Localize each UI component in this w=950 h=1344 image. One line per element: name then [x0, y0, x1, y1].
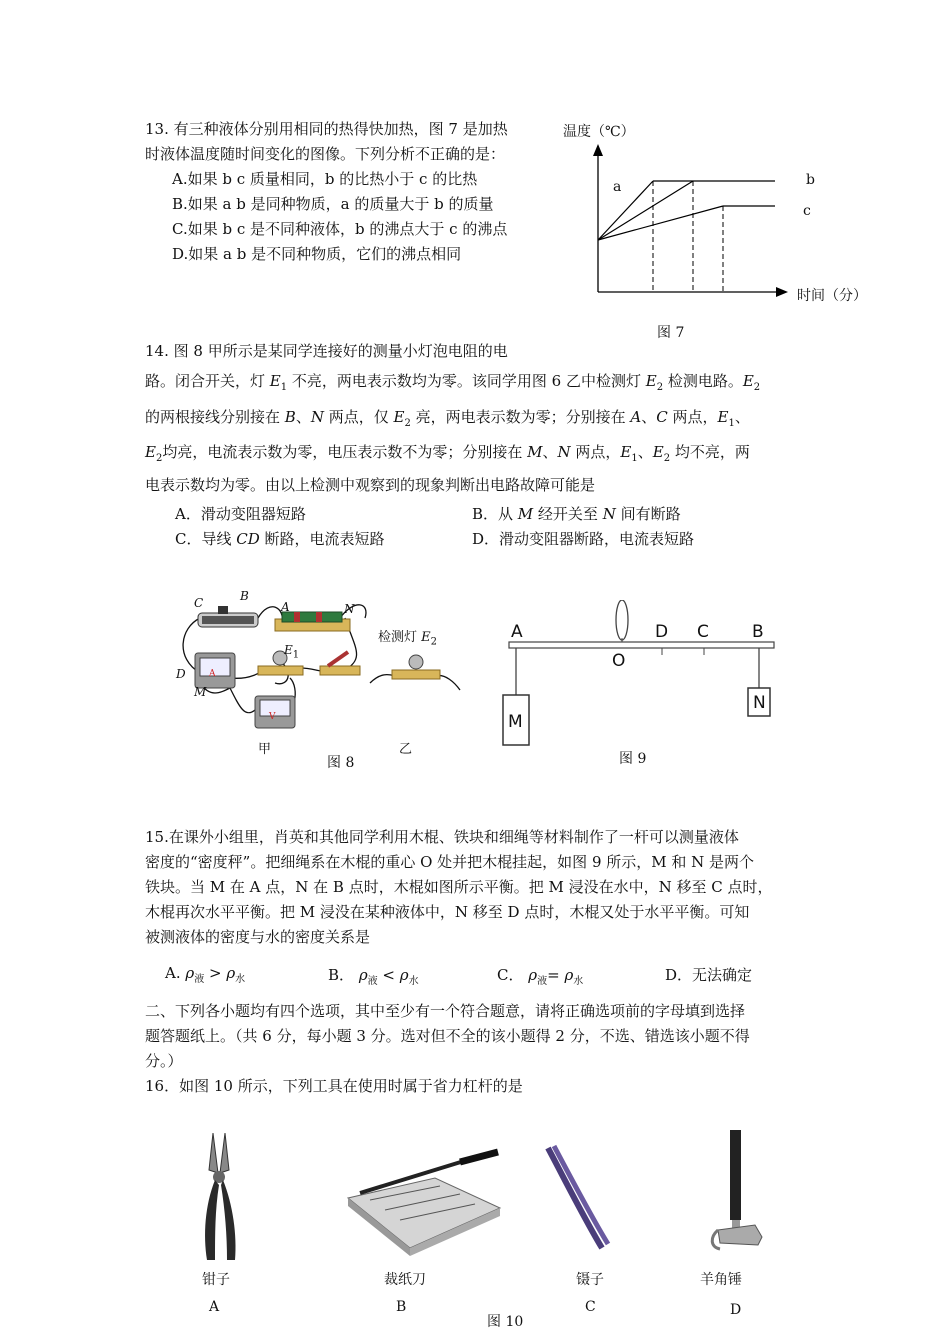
q15-line1: 15.在课外小组里，肖英和其他同学利用木棍、铁块和细绳等材料制作了一杆可以测量液体 [145, 828, 739, 846]
section2-line3: 分。） [145, 1052, 183, 1070]
q14-option-a: A．滑动变阻器短路 [175, 505, 306, 523]
q15-option-a: A. $\rho_液 > \rho_水$ [165, 964, 246, 985]
fig7-graph [560, 140, 800, 310]
fig9-block-m: M [508, 712, 523, 732]
q15-line3: 铁块。当 M 在 A 点，N 在 B 点时，木棍如图所示平衡。把 M 浸没在水中，N 移至 C 点时， [145, 878, 773, 896]
q13-option-c: C.如果 b c 是不同种液体，b 的沸点大于 c 的沸点 [172, 220, 508, 238]
q14-line1: 14. 图 8 甲所示是某同学连接好的测量小灯泡电阻的电 [145, 342, 508, 360]
fig8-label-n: N [344, 602, 355, 616]
fig9-label-c: C [697, 622, 709, 642]
tool-letter-b: B [396, 1299, 407, 1315]
pliers-image [185, 1125, 255, 1265]
fig8-label-a: A [281, 600, 290, 614]
fig10-caption: 图 10 [487, 1314, 524, 1330]
q14-option-b: B．从 M 经开关至 N 间有断路 [472, 505, 681, 523]
q15-line5: 被测液体的密度与水的密度关系是 [145, 928, 371, 946]
tool-letter-d: D [730, 1302, 742, 1318]
q15-option-b: B． $\rho_液 < \rho_水$ [328, 966, 419, 987]
claw-hammer-image [700, 1125, 775, 1260]
fig8-jia: 甲 [258, 742, 272, 757]
fig8-label-c: C [194, 596, 204, 610]
fig8-detector-label: 检测灯 $E_2$ [378, 630, 438, 648]
fig8-label-m: M [194, 685, 207, 699]
fig9-label-o: O [612, 651, 626, 671]
fig9-label-d: D [655, 622, 669, 642]
q14-line5: 电表示数均为零。由以上检测中观察到的现象判断出电路故障可能是 [145, 476, 596, 494]
fig7-label-b: b [806, 172, 815, 188]
fig7-label-c: c [803, 203, 811, 219]
fig9-caption: 图 9 [619, 751, 647, 767]
q14-line3: 的两根接线分别接在 B、N 两点，仅 $E_2$ 亮，两电表示数为零；分别接在 A、C 两点，$E_1$、 [145, 408, 750, 429]
fig9-block-n: N [753, 693, 766, 713]
paper-cutter-image [340, 1138, 505, 1260]
fig8-yi: 乙 [399, 742, 413, 757]
tool-name-c: 镊子 [576, 1272, 604, 1288]
q13-line1: 13. 有三种液体分别用相同的热得快加热，图 7 是加热 [145, 120, 508, 138]
section2-line1: 二、下列各小题均有四个选项，其中至少有一个符合题意，请将正确选项前的字母填到选择 [145, 1002, 746, 1020]
fig8-caption: 图 8 [327, 755, 355, 771]
tool-letter-c: C [585, 1299, 596, 1315]
fig7-y-label: 温度（℃） [563, 124, 635, 140]
tool-name-b: 裁纸刀 [384, 1272, 426, 1288]
q16-line1: 16．如图 10 所示，下列工具在使用时属于省力杠杆的是 [145, 1077, 523, 1095]
q14-line4: $E_2$均亮，电流表示数为零，电压表示数不为零；分别接在 M、N 两点，$E_1$、$E_2$ 均不亮，两 [145, 443, 750, 464]
fig9-label-b: B [752, 622, 764, 642]
tool-name-d: 羊角锤 [700, 1272, 742, 1288]
q15-option-c: C． $\rho_液= \rho_水$ [497, 966, 584, 987]
fig8-voltmeter-label: V [269, 712, 276, 722]
q13-option-b: B.如果 a b 是同种物质，a 的质量大于 b 的质量 [172, 195, 494, 213]
fig8-label-e1: $E_1$ [284, 643, 300, 661]
fig8-label-b: B [240, 589, 249, 603]
q15-option-d: D．无法确定 [665, 966, 753, 984]
q13-option-a: A.如果 b c 质量相同，b 的比热小于 c 的比热 [172, 170, 478, 188]
section2-line2: 题答题纸上。（共 6 分，每小题 3 分。选对但不全的该小题得 2 分，不选、错选该小题不得 [145, 1027, 750, 1045]
fig8-label-d: D [176, 667, 186, 681]
fig9-lever [495, 600, 785, 750]
tool-letter-a: A [209, 1299, 220, 1315]
q13-option-d: D.如果 a b 是不同种物质，它们的沸点相同 [172, 245, 462, 263]
fig8-circuit [170, 588, 470, 748]
tool-name-a: 钳子 [202, 1272, 230, 1288]
q14-option-c: C．导线 CD 断路，电流表短路 [175, 530, 385, 548]
q14-option-d: D．滑动变阻器断路，电流表短路 [472, 530, 695, 548]
fig7-caption: 图 7 [657, 325, 685, 341]
q13-line2: 时液体温度随时间变化的图像。下列分析不正确的是： [145, 145, 506, 163]
fig7-x-label: 时间（分） [797, 288, 867, 304]
fig8-ammeter-label: A [209, 669, 216, 679]
tweezers-image [540, 1140, 615, 1255]
fig7-label-a: a [613, 179, 622, 195]
q14-line2: 路。闭合开关，灯 $E_1$ 不亮，两电表示数均为零。该同学用图 6 乙中检测灯 $E_2$ 检测电路。$E_2$ [145, 372, 761, 393]
q15-line4: 木棍再次水平平衡。把 M 浸没在某种液体中，N 移至 D 点时，木棍又处于水平平衡。可知 [145, 903, 750, 921]
q15-line2: 密度的“密度秤”。把细绳系在木棍的重心 O 处并把木棍挂起，如图 9 所示，M 和 N 是两个 [145, 853, 755, 871]
fig9-label-a: A [511, 622, 523, 642]
